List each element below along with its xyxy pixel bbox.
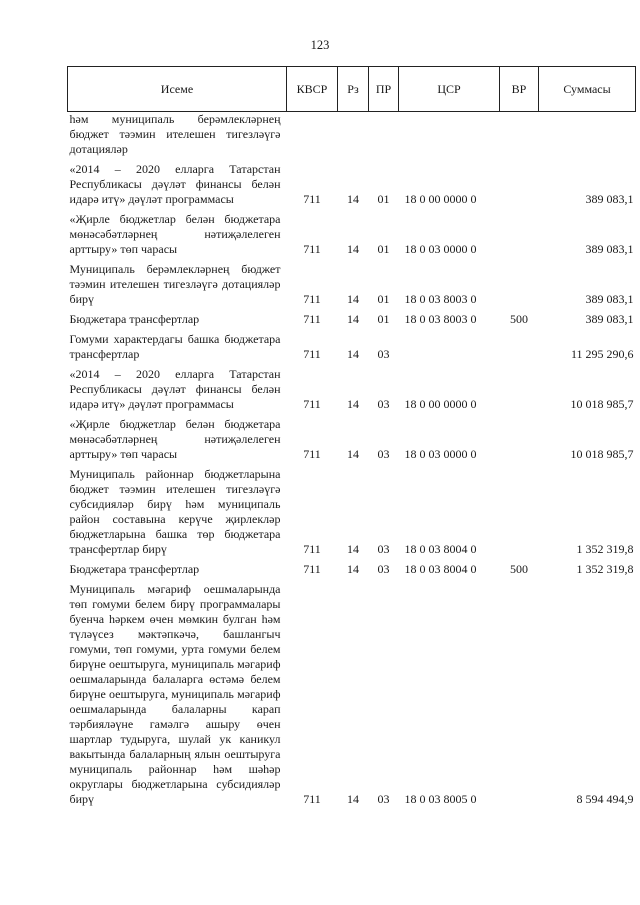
cell-name: һәм муниципаль берәмлекләрнең бюджет тәэмин ителешен тигезләүгә дотацияләр xyxy=(69,112,281,156)
header-name: Исеме xyxy=(68,67,287,112)
cell-name: Бюджетара трансфертлар xyxy=(69,312,200,326)
cell-name: «2014 – 2020 елларга Татарстан Республикасы дәүләт финансы белән идарә итү» дәүләт программасы xyxy=(69,367,281,411)
table-row xyxy=(68,209,636,259)
cell-csr: 18 0 03 8004 0 xyxy=(404,562,477,576)
table-row xyxy=(68,559,636,579)
cell-pr: 03 xyxy=(377,562,390,576)
cell-vr xyxy=(500,159,539,209)
cell-kvsr: 711 xyxy=(303,347,321,361)
cell-vr: 500 xyxy=(510,312,528,326)
cell-pr: 01 xyxy=(377,292,390,306)
table-row xyxy=(68,579,636,809)
cell-name: Муниципаль берәмлекләрнең бюджет тәэмин ителешен тигезләүгә дотацияләр бирү xyxy=(69,262,281,306)
cell-kvsr: 711 xyxy=(303,542,321,556)
header-sum: Суммасы xyxy=(539,67,636,112)
cell-sum: 389 083,1 xyxy=(585,192,634,206)
cell-sum: 389 083,1 xyxy=(585,242,634,256)
cell-sum: 10 018 985,7 xyxy=(570,447,634,461)
cell-vr xyxy=(500,329,539,364)
cell-rz: 14 xyxy=(347,312,359,326)
cell-sum: 8 594 494,9 xyxy=(576,792,634,806)
cell-sum: 10 018 985,7 xyxy=(570,397,634,411)
cell-csr: 18 0 03 8003 0 xyxy=(404,292,477,306)
cell-sum xyxy=(539,112,636,160)
budget-table xyxy=(67,66,636,809)
table-row xyxy=(68,364,636,414)
cell-sum: 1 352 319,8 xyxy=(576,542,634,556)
table-row xyxy=(68,464,636,559)
header-rz: Рз xyxy=(338,67,369,112)
cell-vr xyxy=(500,209,539,259)
table-row xyxy=(68,159,636,209)
cell-csr: 18 0 00 0000 0 xyxy=(404,397,477,411)
cell-rz: 14 xyxy=(347,242,359,256)
table-row xyxy=(68,414,636,464)
cell-kvsr: 711 xyxy=(303,447,321,461)
cell-vr xyxy=(500,259,539,309)
cell-vr xyxy=(500,364,539,414)
cell-pr: 03 xyxy=(377,447,390,461)
cell-csr: 18 0 03 8005 0 xyxy=(404,792,477,806)
cell-csr xyxy=(399,112,500,160)
header-pr: ПР xyxy=(369,67,399,112)
cell-vr xyxy=(500,414,539,464)
cell-pr: 01 xyxy=(377,242,390,256)
page-number: 123 xyxy=(310,38,330,52)
cell-kvsr: 711 xyxy=(303,397,321,411)
cell-csr: 18 0 03 0000 0 xyxy=(404,447,477,461)
cell-csr: 18 0 03 8003 0 xyxy=(404,312,477,326)
cell-kvsr: 711 xyxy=(303,192,321,206)
cell-rz: 14 xyxy=(347,292,359,306)
cell-vr: 500 xyxy=(510,562,528,576)
cell-name: «Җирле бюджетлар белән бюджетара мөнәсәбәтләрнең нәтиҗәлелеген арттыру» төп чарасы xyxy=(69,212,281,256)
cell-name: Гомуми характердагы башка бюджетара трансфертлар xyxy=(69,332,281,361)
cell-pr: 01 xyxy=(377,192,390,206)
cell-sum: 11 295 290,6 xyxy=(570,347,634,361)
cell-pr: 03 xyxy=(377,542,390,556)
table-row xyxy=(68,329,636,364)
table-header-row xyxy=(68,67,636,112)
cell-kvsr: 711 xyxy=(303,242,321,256)
table-row xyxy=(68,112,636,160)
header-csr: ЦСР xyxy=(399,67,500,112)
cell-csr: 18 0 03 8004 0 xyxy=(404,542,477,556)
cell-rz: 14 xyxy=(347,542,359,556)
cell-vr xyxy=(500,464,539,559)
cell-sum: 1 352 319,8 xyxy=(576,562,634,576)
cell-rz: 14 xyxy=(347,347,359,361)
cell-csr xyxy=(399,329,500,364)
cell-pr: 03 xyxy=(377,347,390,361)
cell-rz: 14 xyxy=(347,792,359,806)
cell-kvsr xyxy=(287,112,338,160)
cell-rz: 14 xyxy=(347,562,359,576)
cell-rz: 14 xyxy=(347,447,359,461)
table-row xyxy=(68,259,636,309)
cell-csr: 18 0 03 0000 0 xyxy=(404,242,477,256)
cell-sum: 389 083,1 xyxy=(585,312,634,326)
cell-kvsr: 711 xyxy=(303,312,321,326)
cell-name: «2014 – 2020 елларга Татарстан Республикасы дәүләт финансы белән идарә итү» дәүләт программасы xyxy=(69,162,281,206)
cell-csr: 18 0 00 0000 0 xyxy=(404,192,477,206)
cell-rz: 14 xyxy=(347,397,359,411)
table-body xyxy=(68,112,636,810)
cell-kvsr: 711 xyxy=(303,562,321,576)
cell-kvsr: 711 xyxy=(303,792,321,806)
cell-name: Бюджетара трансфертлар xyxy=(69,562,200,576)
cell-rz xyxy=(338,112,369,160)
cell-vr xyxy=(500,112,539,160)
cell-name: «Җирле бюджетлар белән бюджетара мөнәсәбәтләрнең нәтиҗәлелеген арттыру» төп чарасы xyxy=(69,417,281,461)
cell-pr xyxy=(369,112,399,160)
cell-name: Муниципаль районнар бюджетларына бюджет тәэмин ителешен тигезләүгә субсидияләр бирү һәм муниципаль район составына керүче җирлекләр бюджетларына башка төр бюджетара трансфертлар бирү xyxy=(69,467,281,556)
table-row xyxy=(68,309,636,329)
cell-name: Муниципаль мәгариф оешмаларында төп гомуми белем бирү программалары буенча һәркем өчен мөмкин булган һәм түләүсез мәктәпкәчә, башлангыч гомуми, төп гомуми, урта гомуми белем бирүне оештыруга, муниципаль мәгариф оешмаларында балаларга өстәмә белем бирүне оештыруга, муниципаль мәгариф оешмаларында балаларны карап тәрбияләүне гамәлгә ашыру өчен шартлар тудыруга, шулай ук каникул вакытында балаларның ялын оештыруга муниципаль районнар һәм шәһәр округлары бюджетларына субсидияләр бирү xyxy=(69,582,281,806)
header-kvsr: КВСР xyxy=(287,67,338,112)
cell-pr: 03 xyxy=(377,397,390,411)
cell-rz: 14 xyxy=(347,192,359,206)
cell-kvsr: 711 xyxy=(303,292,321,306)
cell-pr: 03 xyxy=(377,792,390,806)
cell-vr xyxy=(500,579,539,809)
cell-pr: 01 xyxy=(377,312,390,326)
cell-sum: 389 083,1 xyxy=(585,292,634,306)
header-vr: ВР xyxy=(500,67,539,112)
